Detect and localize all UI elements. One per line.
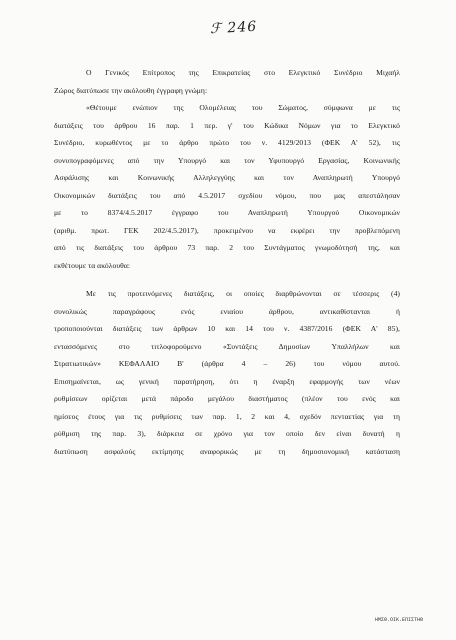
text-line: εντασσόμενες στο τιτλοφορούμενο «Συντάξεις Δημοσίων Υπαλλήλων και bbox=[54, 341, 400, 351]
text-line: Επισημαίνεται, ως γενική παρατήρηση, ότι η έναρξη εφαρμογής των νέων bbox=[54, 376, 400, 386]
text-line: από τις διατάξεις του άρθρου 73 παρ. 2 του Συντάγματος γνωμοδότησή της, και bbox=[54, 243, 400, 252]
text-line: εκθέτουμε τα ακόλουθα: bbox=[54, 260, 131, 270]
text-line: Ζώρος διατύπωσε την ακόλουθη έγγραφη γνώμη: bbox=[54, 85, 208, 95]
page-number: 246 bbox=[227, 18, 258, 37]
footer-stamp: ΗΜΣΘ.ΟΙΚ.ΕΠΙΣΤΗΘ bbox=[375, 617, 424, 623]
text-line: διατάξεις του άρθρου 16 παρ. 1 περ. γ' του Κώδικα Νόμων για το Ελεγκτικό bbox=[54, 120, 400, 130]
text-line: διατύπωση ασφαλούς εκτίμησης αναφορικώς με τη δημοσιονομική κατάσταση bbox=[54, 446, 400, 456]
paragraph-intro bbox=[54, 64, 400, 99]
page-number-mark: ℱ bbox=[209, 20, 223, 38]
text-line: Ο Γενικός Επίτροπος της Επικρατείας στο Ελεγκτικό Συνέδριο Μιχαήλ bbox=[86, 68, 400, 77]
text-line: με το 8374/4.5.2017 έγγραφο του Αναπληρωτή Υπουργού Οικονομικών bbox=[54, 208, 400, 217]
text-line: ρυθμίσεων ορίζεται μετά πάροδο μεγάλου διαστήματος (πλέον του ενός και bbox=[54, 394, 400, 403]
text-line: ημίσεος έτους για τις ρυθμίσεις των παρ. 1, 2 και 4, σχεδόν πενταετίας για τη bbox=[54, 411, 400, 421]
paragraph-opinion bbox=[54, 99, 400, 274]
paragraph-gap bbox=[54, 274, 400, 285]
text-line: συνυπογραφόμενες από την Υπουργό και τον Υφυπουργό Εργασίας, Κοινωνικής bbox=[54, 155, 400, 165]
text-line: Με τις προτεινόμενες διατάξεις, οι οποίες διαρθρώνονται σε τέσσερις (4) bbox=[86, 289, 400, 298]
text-line: Στρατιωτικών» ΚΕΦΑΛΑΙΟ Β' (άρθρα 4 – 26) του νόμου αυτού. bbox=[54, 359, 400, 368]
text-line: Οικονομικών διατάξεις του από 4.5.2017 σχεδίου νόμου, που μας απεστάλησαν bbox=[54, 190, 400, 200]
handwritten-page-number bbox=[210, 19, 258, 37]
document-body bbox=[54, 64, 400, 460]
text-line: συνολικώς παραγράφους ενός ενιαίου άρθρου, αντικαθίστανται ή bbox=[54, 306, 400, 316]
text-line: Συνέδριο, κυρωθέντος με το άρθρο πρώτο του ν. 4129/2013 (ΦΕΚ Α' 52), τις bbox=[54, 138, 400, 147]
text-line: «Θέτουμε ενώπιον της Ολομέλειας του Σώματος, σύμφωνα με τις bbox=[86, 103, 400, 112]
text-line: ρύθμιση της παρ. 3), διάρκεια σε χρόνο για τον οποίο δεν είναι δυνατή η bbox=[54, 429, 400, 438]
text-line: τροποποιούνται διατάξεις των άρθρων 10 και 14 του ν. 4387/2016 (ΦΕΚ Α' 85), bbox=[54, 324, 400, 333]
text-line: Ασφάλισης και Κοινωνικής Αλληλεγγύης και τον Αναπληρωτή Υπουργό bbox=[54, 173, 400, 182]
text-line: (αριθμ. πρωτ. ΓΕΚ 202/4.5.2017), προκειμένου να εκφέρει την προβλεπόμενη bbox=[54, 225, 400, 235]
paragraph-provisions bbox=[54, 285, 400, 460]
